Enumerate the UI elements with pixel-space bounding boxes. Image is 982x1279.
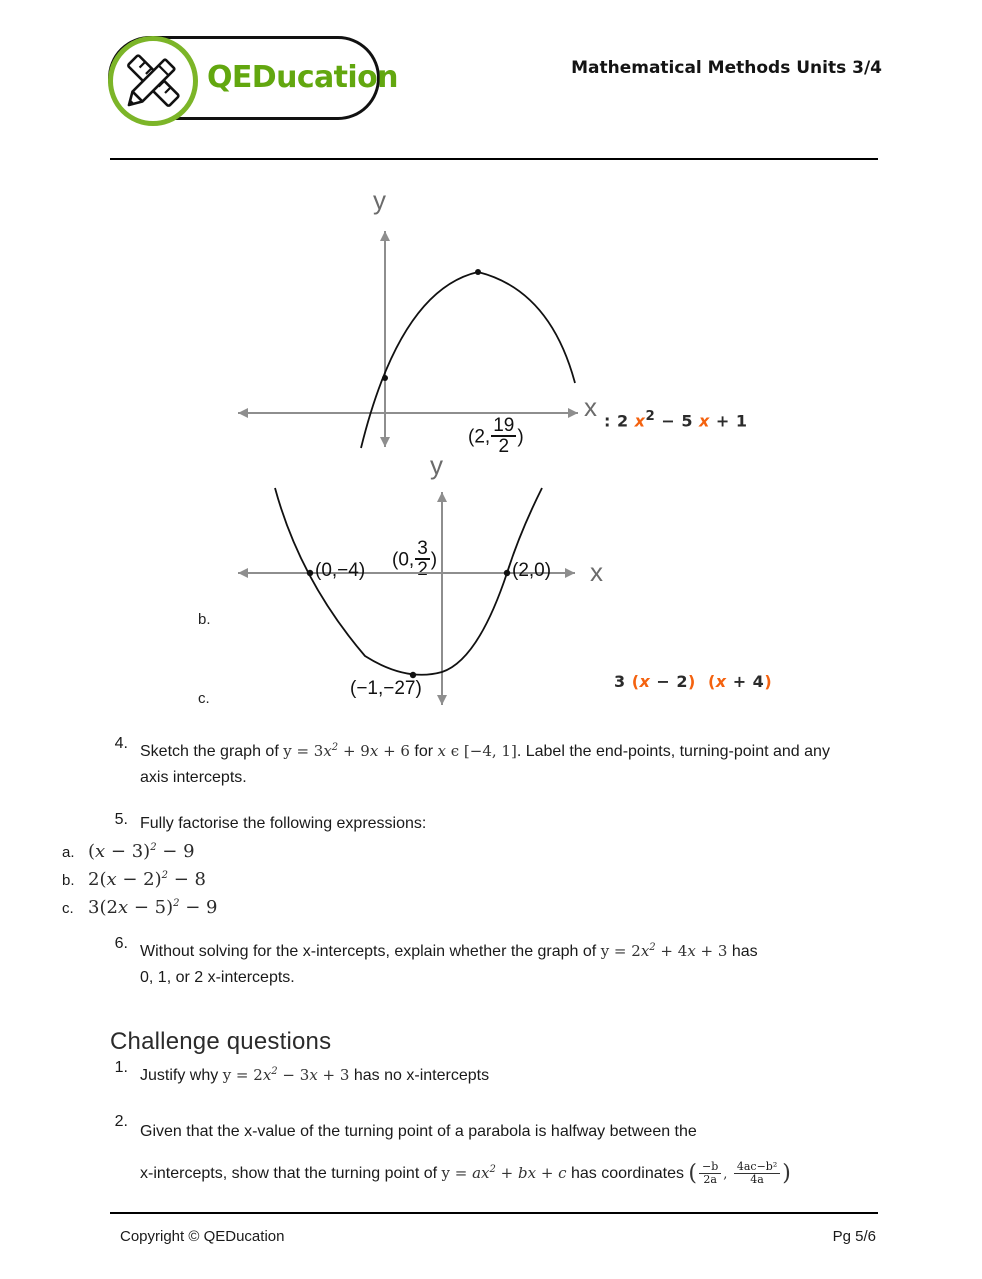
questions-body (0, 735, 982, 1194)
graph-b-x-axis-label: x (584, 392, 597, 422)
challenge-question-2 (0, 1113, 982, 1194)
question-5-subitem-c-expr: $3(2x - 5)^2 - 9$ (88, 897, 218, 918)
answer-first-denominator: 2a (699, 1173, 721, 1187)
graph-b-turning-point-label: (2, $\frac{19}{2}$ ) (468, 415, 524, 458)
page-header (0, 0, 982, 150)
question-5-subitem-a-expr: $(x - 3)^2 - 9$ (88, 841, 195, 862)
graph-c-y-axis-label: y (430, 450, 443, 480)
graph-c-annotation: 3 (x − 2) (x + 4) (614, 672, 773, 691)
pencil-ruler-cross-icon (108, 36, 198, 126)
figure-graph-c (0, 450, 982, 715)
question-6-number: 6. (114, 935, 128, 952)
question-4-math-2: x ϵ [−4, 1] (437, 742, 517, 760)
question-6-math: $y = 2x^2 + 4x + 3$ (600, 942, 728, 960)
question-5-subitems (0, 841, 982, 925)
challenge-question-2-number: 2. (114, 1113, 128, 1130)
logo-wordmark: QEDucation (207, 60, 398, 95)
header-divider (110, 158, 878, 160)
footer-page-number: Pg 5/6 (832, 1228, 876, 1245)
challenge-2-tail: has coordinates (566, 1165, 689, 1182)
question-5-subitem-a (62, 841, 982, 869)
question-5-subitem-b (62, 869, 982, 897)
page-title: Mathematical Methods Units 3/4 (571, 58, 882, 78)
question-4-lead: Sketch the graph of (140, 743, 284, 760)
answer-first-numerator: −b (702, 1159, 719, 1173)
question-5 (0, 811, 982, 837)
footer-copyright: Copyright © QEDucation (120, 1228, 285, 1245)
challenge-1-math: $y = 2x^2 - 3x + 3$ (222, 1066, 350, 1084)
question-5-subitem-b-expr: $2(x - 2)^2 - 8$ (88, 869, 206, 890)
question-5-subitem-c (62, 897, 982, 925)
question-6-tail: has (727, 943, 758, 960)
challenge-section-heading: Challenge questions (110, 1027, 332, 1055)
challenge-2-answer: ( $\frac{-b}{2a}$ , $\frac{\text{4ac−b²}}{4a}$ ) (688, 1159, 791, 1187)
challenge-question-1 (0, 1059, 982, 1089)
graph-b-y-axis-label: y (373, 185, 386, 215)
answer-second-numerator: 4ac−b² (736, 1159, 778, 1173)
graph-c-canvas (230, 460, 650, 710)
challenge-1-lead: Justify why (140, 1067, 223, 1084)
question-5-number: 5. (114, 811, 128, 828)
question-6-line2: 0, 1, or 2 x-intercepts. (140, 969, 295, 986)
question-6-text (140, 935, 758, 991)
question-5-subitem-c-letter: c. (62, 900, 74, 917)
footer-divider (110, 1212, 878, 1214)
question-4-tail: . Label the end-points, turning-point and any axis intercepts. (140, 743, 830, 786)
challenge-question-2-text (140, 1113, 791, 1194)
challenge-1-tail: has no x-intercepts (349, 1067, 490, 1084)
answer-second-denominator: 4a (734, 1173, 780, 1187)
question-4 (0, 735, 982, 791)
challenge-2-lead: x-intercepts, show that the turning point of (140, 1165, 442, 1182)
graph-b-annotation: : 2 $x^2 - 5$ x + 1 (604, 409, 748, 431)
question-4-number: 4. (114, 735, 128, 752)
question-4-text (140, 735, 860, 791)
question-4-mid: for (409, 743, 438, 760)
logo-badge (108, 36, 398, 120)
figure-b-label: b. (198, 611, 211, 628)
graph-c-left-intercept-label: (0,−4) (315, 560, 366, 581)
graph-c-turning-point-label: (−1,−27) (350, 678, 422, 699)
challenge-2-line1: Given that the x-value of the turning point of a parabola is halfway between the (140, 1123, 697, 1140)
graph-b-y-intercept-label: (0, $\frac{3}{2}$ ) (392, 538, 438, 581)
question-6-lead: Without solving for the x-intercepts, explain whether the graph of (140, 943, 601, 960)
challenge-2-math: $y = ax^2$ + bx + c (441, 1164, 567, 1182)
graph-c-x-axis-label: x (590, 557, 603, 587)
question-5-subitem-b-letter: b. (62, 872, 75, 889)
question-4-math-1: $y = 3x^2 + 9x + 6$ (283, 742, 410, 760)
figure-c-label: c. (198, 690, 210, 707)
question-6 (0, 935, 982, 991)
graph-c-right-intercept-label: (2,0) (512, 560, 552, 581)
challenge-question-1-text (140, 1059, 489, 1089)
question-5-subitem-a-letter: a. (62, 844, 75, 861)
challenge-question-1-number: 1. (114, 1059, 128, 1076)
question-5-text: Fully factorise the following expressions: (140, 815, 427, 832)
